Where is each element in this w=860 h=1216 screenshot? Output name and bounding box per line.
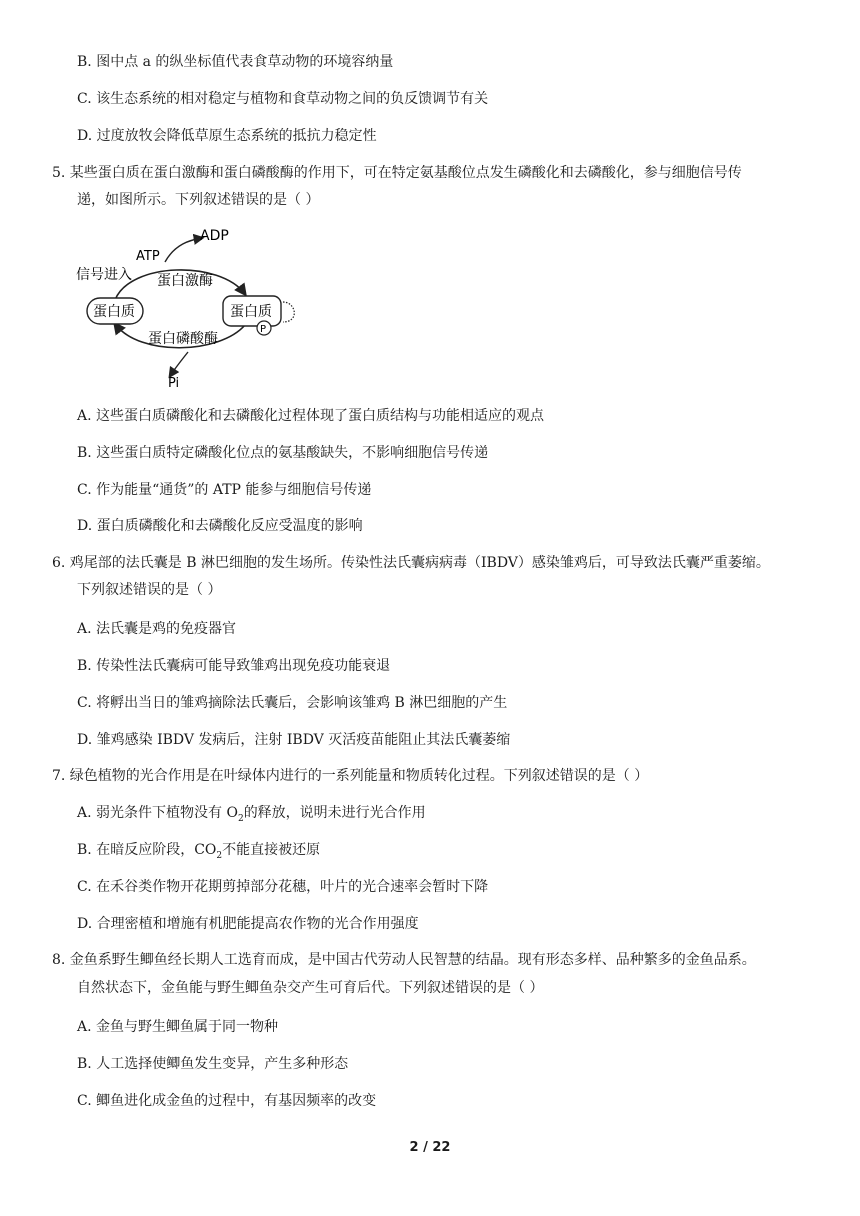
q7-option-b-part2: 不能直接被还原	[222, 842, 321, 858]
q7-option-b	[77, 840, 320, 866]
phosphorylation-diagram	[70, 222, 310, 392]
q8-option-a: A. 金鱼与野生鲫鱼属于同一物种	[77, 1019, 279, 1035]
q5-option-c: C. 作为能量“通货”的 ATP 能参与细胞信号传递	[77, 482, 372, 498]
q4-option-d: D. 过度放牧会降低草原生态系统的抵抗力稳定性	[77, 128, 377, 144]
protein-left-label: 蛋白质	[93, 304, 135, 320]
signal-label: 信号进入	[76, 267, 132, 283]
active-site-mark	[283, 302, 294, 322]
q8-option-c: C. 鲫鱼进化成金鱼的过程中，有基因频率的改变	[77, 1093, 377, 1109]
q5-option-a: A. 这些蛋白质磷酸化和去磷酸化过程体现了蛋白质结构与功能相适应的观点	[77, 408, 545, 424]
q5-stem-cont: 递，如图所示。下列叙述错误的是（ ）	[77, 192, 320, 208]
q8-option-b: B. 人工选择使鲫鱼发生变异，产生多种形态	[77, 1056, 349, 1072]
q5-option-b: B. 这些蛋白质特定磷酸化位点的氨基酸缺失，不影响细胞信号传递	[77, 445, 489, 461]
q7-stem: 7. 绿色植物的光合作用是在叶绿体内进行的一系列能量和物质转化过程。下列叙述错误的是（ ）	[52, 768, 649, 784]
o2-subscript: 2	[237, 813, 244, 824]
pi-label: Pi	[168, 376, 180, 391]
phosphatase-label: 蛋白磷酸酶	[148, 331, 218, 347]
page-number: 2 / 22	[409, 1140, 451, 1155]
q7-option-a	[77, 803, 426, 829]
q6-stem: 6. 鸡尾部的法氏囊是 B 淋巴细胞的发生场所。传染性法氏囊病病毒（IBDV）感染雏鸡后，可导致法氏囊严重萎缩。	[52, 555, 770, 571]
protein-right-label: 蛋白质	[230, 304, 272, 320]
phosphate-label: P	[260, 324, 267, 335]
q7-option-a-part2: 的释放，说明未进行光合作用	[243, 805, 426, 821]
q6-option-a: A. 法氏囊是鸡的免疫器官	[77, 621, 237, 637]
q8-stem: 8. 金鱼系野生鲫鱼经长期人工选育而成，是中国古代劳动人民智慧的结晶。现有形态多样、品种繁多的金鱼品系。	[52, 952, 756, 968]
adp-label: ADP	[200, 228, 229, 244]
co2-subscript: 2	[216, 850, 223, 861]
q4-option-c: C. 该生态系统的相对稳定与植物和食草动物之间的负反馈调节有关	[77, 91, 489, 107]
q4-option-b: B. 图中点 a 的纵坐标值代表食草动物的环境容纳量	[77, 54, 394, 70]
q7-option-d: D. 合理密植和增施有机肥能提高农作物的光合作用强度	[77, 916, 419, 932]
q7-option-b-part1: B. 在暗反应阶段，CO	[77, 842, 217, 858]
q8-stem-cont: 自然状态下，金鱼能与野生鲫鱼杂交产生可育后代。下列叙述错误的是（ ）	[77, 980, 544, 996]
q7-option-c: C. 在禾谷类作物开花期剪掉部分花穗，叶片的光合速率会暂时下降	[77, 879, 489, 895]
q7-option-a-part1: A. 弱光条件下植物没有 O	[77, 805, 238, 821]
q6-option-c: C. 将孵出当日的雏鸡摘除法氏囊后，会影响该雏鸡 B 淋巴细胞的产生	[77, 695, 508, 711]
q6-option-b: B. 传染性法氏囊病可能导致雏鸡出现免疫功能衰退	[77, 658, 391, 674]
q6-option-d: D. 雏鸡感染 IBDV 发病后，注射 IBDV 灭活疫苗能阻止其法氏囊萎缩	[77, 732, 511, 748]
q6-stem-cont: 下列叙述错误的是（ ）	[77, 582, 222, 598]
kinase-label: 蛋白激酶	[157, 273, 213, 289]
q5-option-d: D. 蛋白质磷酸化和去磷酸化反应受温度的影响	[77, 518, 363, 534]
q5-stem: 5. 某些蛋白质在蛋白激酶和蛋白磷酸酶的作用下，可在特定氨基酸位点发生磷酸化和去磷酸化，参与细胞信号传	[52, 165, 742, 181]
atp-label: ATP	[136, 249, 160, 264]
